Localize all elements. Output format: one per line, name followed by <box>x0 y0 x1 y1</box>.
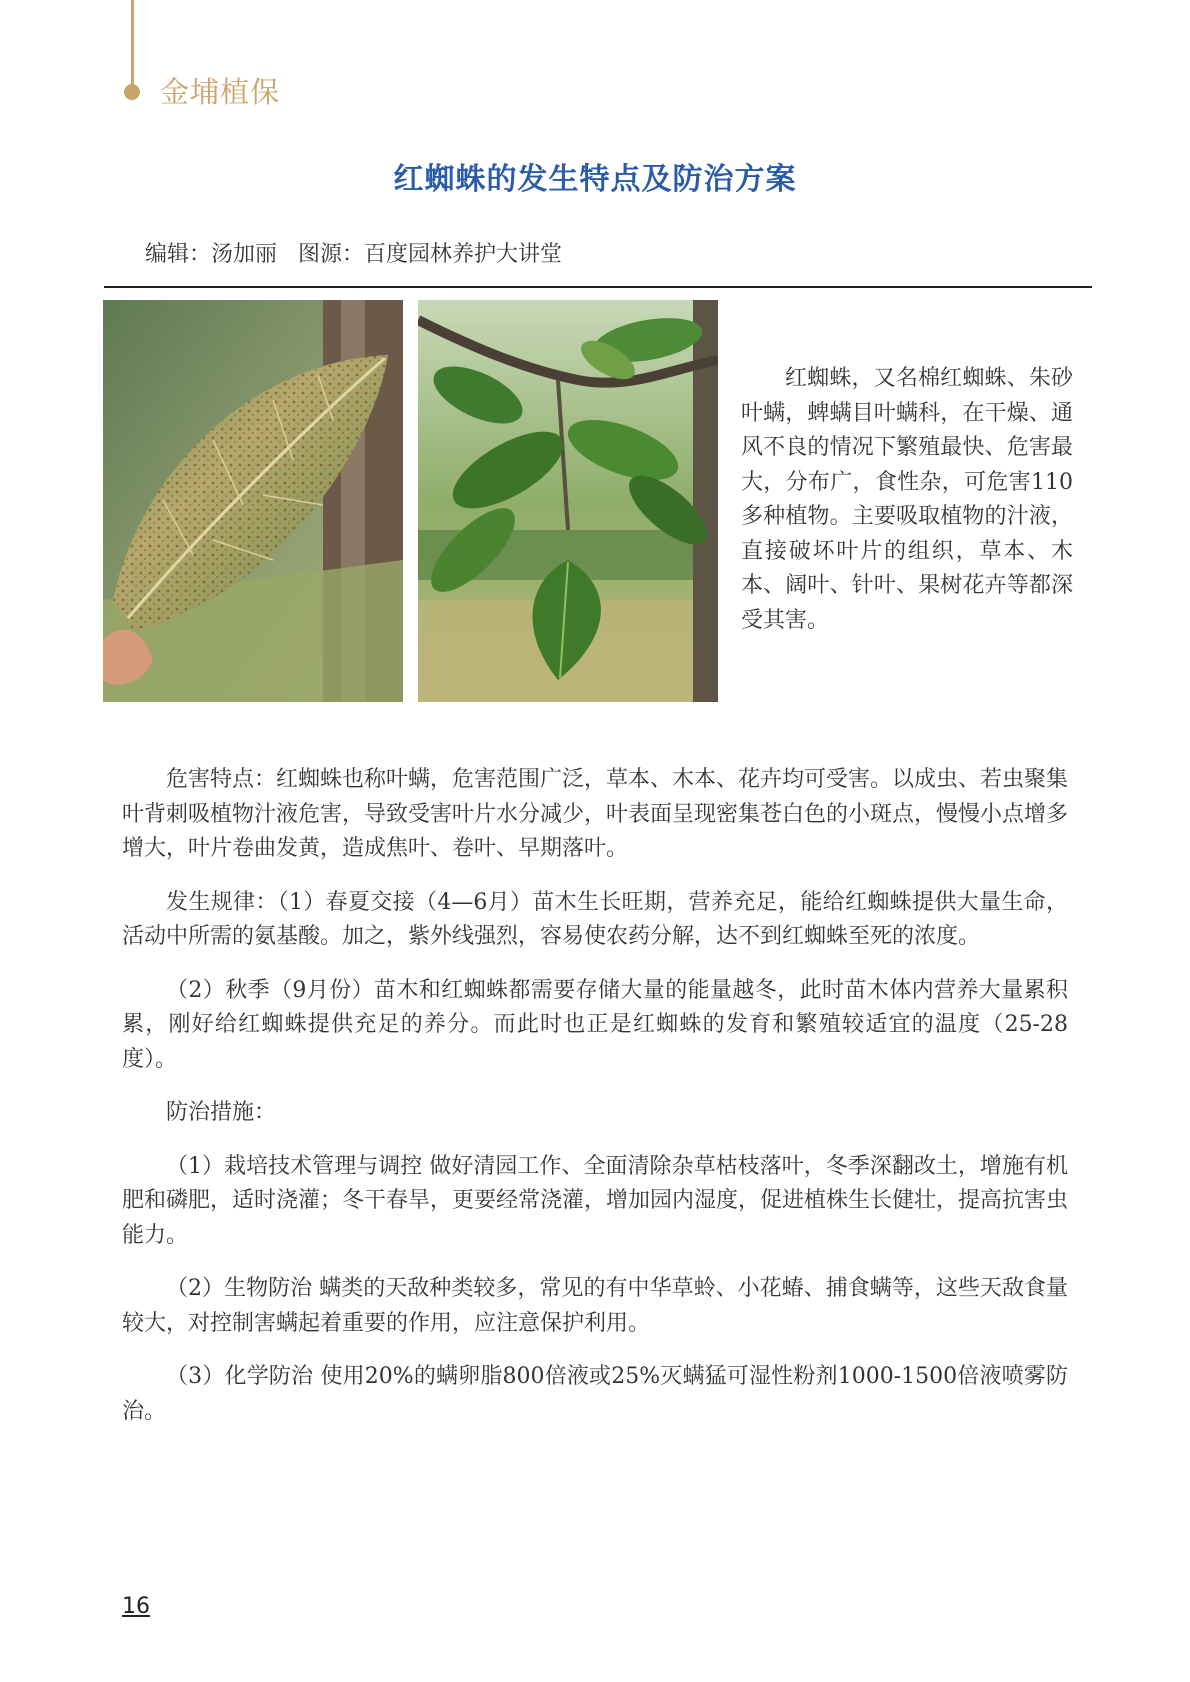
paragraph-harm-characteristics: 危害特点：红蜘蛛也称叶螨，危害范围广泛，草本、木本、花卉均可受害。以成虫、若虫聚集叶背刺吸植物汁液危害，导致受害叶片水分减少，叶表面呈现密集苍白色的小斑点，慢慢小点增多增大，叶片卷曲发黄，造成焦叶、卷叶、早期落叶。 <box>122 767 1069 861</box>
tree-branch-photo <box>418 300 718 702</box>
paragraph-chemical-control: （3）化学防治 使用20%的螨卵脂800倍液或25%灭螨猛可湿性粉剂1000-1500倍液喷雾防治。 <box>122 1364 1068 1424</box>
paragraph-cultivation-control: （1）栽培技术管理与调控 做好清园工作、全面清除杂草枯枝落叶，冬季深翻改土，增施有机肥和磷肥，适时浇灌；冬干春旱，更要经常浇灌，增加园内湿度，促进植株生长健壮，提高抗害虫能力。 <box>122 1153 1069 1248</box>
paragraph-biological-control: （2）生物防治 螨类的天敌种类较多，常见的有中华草蛉、小花蝽、捕食螨等，这些天敌食量较大，对控制害螨起着重要的作用，应注意保护利用。 <box>122 1276 1068 1336</box>
paragraph-occurrence-pattern-2: （2）秋季（9月份）苗木和红蜘蛛都需要存储大量的能量越冬，此时苗木体内营养大量累积累，刚好给红蜘蛛提供充足的养分。而此时也正是红蜘蛛的发育和繁殖较适宜的温度（25-28度）。 <box>122 977 1068 1072</box>
intro-paragraph: 红蜘蛛，又名棉红蜘蛛、朱砂叶螨，蜱螨目叶螨科，在干燥、通风不良的情况下繁殖最快、危害最大，分布广，食性杂，可危害110多种植物。主要吸取植物的汁液，直接破坏叶片的组织，草本、木本、阔叶、针叶、果树花卉等都深受其害。 <box>741 366 1073 633</box>
page-number: 16 <box>122 1594 150 1619</box>
article-body <box>122 763 1068 1448</box>
infested-leaf-photo <box>103 300 403 702</box>
paragraph-control-measures-heading: 防治措施： <box>166 1100 277 1125</box>
paragraph-occurrence-pattern-1: 发生规律：（1）春夏交接（4—6月）苗木生长旺期，营养充足，能给红蜘蛛提供大量生命，活动中所需的氨基酸。加之，紫外线强烈，容易使农药分解，达不到红蜘蛛至死的浓度。 <box>122 889 1068 949</box>
article-byline: 编辑：汤加丽 图源：百度园林养护大讲堂 <box>145 242 562 267</box>
intro-text-block <box>741 362 1073 638</box>
brand-label: 金埔植保 <box>160 75 281 109</box>
header-divider <box>104 286 1092 288</box>
header-accent-dot <box>124 84 140 100</box>
header-accent-line <box>131 0 134 86</box>
article-title: 红蜘蛛的发生特点及防治方案 <box>393 162 797 197</box>
